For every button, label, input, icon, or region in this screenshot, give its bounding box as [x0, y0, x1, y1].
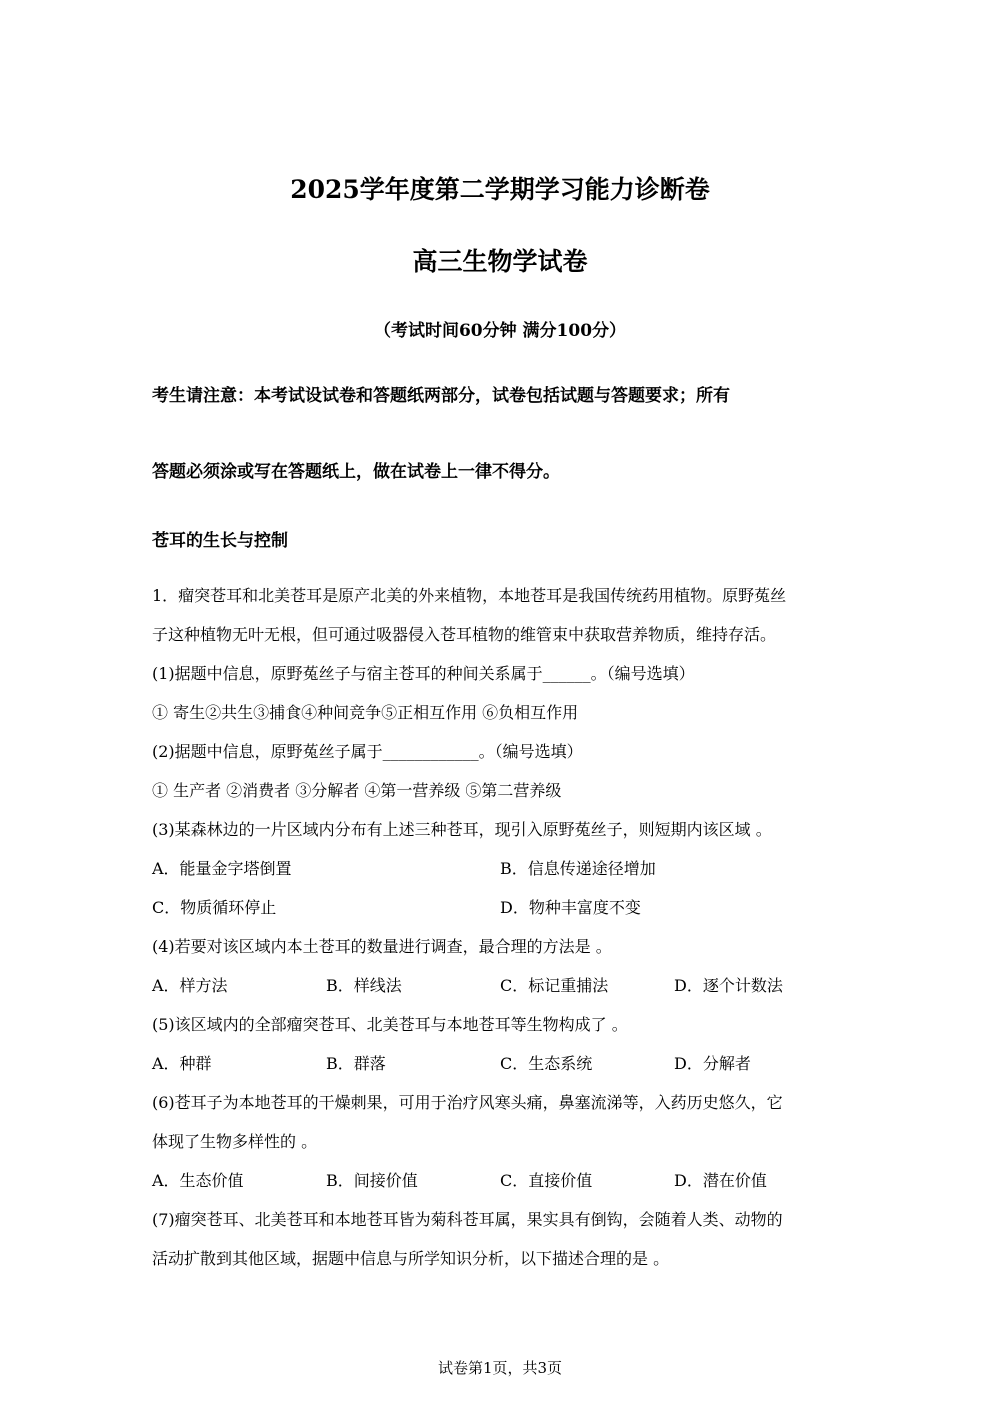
- subquestion-1: (1)据题中信息，原野菟丝子与宿主苍耳的种间关系属于______。（编号选填）: [152, 664, 695, 683]
- page-footer: 试卷第1页，共3页: [437, 1359, 563, 1377]
- section-title: 苍耳的生长与控制: [152, 531, 288, 551]
- option-a: A．样方法: [152, 976, 228, 995]
- exam-info: （考试时间60分钟 满分100分）: [373, 321, 627, 341]
- option-c: C．标记重捕法: [500, 976, 609, 995]
- option-d: D．分解者: [674, 1054, 751, 1073]
- option-a: A．生态价值: [152, 1171, 244, 1190]
- subquestion-2-options: ① 生产者 ②消费者 ③分解者 ④第一营养级 ⑤第二营养级: [152, 781, 562, 800]
- subquestion-7-line-2: 活动扩散到其他区域，据题中信息与所学知识分析，以下描述合理的是 。: [152, 1249, 670, 1268]
- exam-title: 2025学年度第二学期学习能力诊断卷: [290, 175, 710, 204]
- question-1-stem-line-2: 子这种植物无叶无根，但可通过吸器侵入苍耳植物的维管束中获取营养物质，维持存活。: [152, 625, 777, 644]
- subquestion-2: (2)据题中信息，原野菟丝子属于____________。（编号选填）: [152, 742, 583, 761]
- option-d: D．逐个计数法: [674, 976, 783, 995]
- notice-line-1: 考生请注意：本考试设试卷和答题纸两部分，试卷包括试题与答题要求；所有: [152, 386, 730, 406]
- subquestion-4: (4)若要对该区域内本土苍耳的数量进行调查，最合理的方法是 。: [152, 937, 612, 956]
- option-b: B．间接价值: [326, 1171, 418, 1190]
- subquestion-6-line-1: (6)苍耳子为本地苍耳的干燥刺果，可用于治疗风寒头痛，鼻塞流涕等，入药历史悠久，它: [152, 1093, 783, 1112]
- subquestion-3: (3)某森林边的一片区域内分布有上述三种苍耳，现引入原野菟丝子，则短期内该区域 。: [152, 820, 772, 839]
- option-b: B．群落: [326, 1054, 386, 1073]
- option-a: A．能量金字塔倒置: [152, 859, 292, 878]
- subquestion-5: (5)该区域内的全部瘤突苍耳、北美苍耳与本地苍耳等生物构成了 。: [152, 1015, 628, 1034]
- option-b: B．样线法: [326, 976, 402, 995]
- option-d: D．潜在价值: [674, 1171, 767, 1190]
- exam-subject: 高三生物学试卷: [412, 247, 588, 276]
- option-c: C．生态系统: [500, 1054, 593, 1073]
- notice-line-2: 答题必须涂或写在答题纸上，做在试卷上一律不得分。: [152, 462, 560, 482]
- subquestion-6-line-2: 体现了生物多样性的 。: [152, 1132, 318, 1151]
- subquestion-1-options: ① 寄生②共生③捕食④种间竞争⑤正相互作用 ⑥负相互作用: [152, 703, 579, 722]
- subquestion-7-line-1: (7)瘤突苍耳、北美苍耳和本地苍耳皆为菊科苍耳属，果实具有倒钩，会随着人类、动物的: [152, 1210, 783, 1229]
- option-b: B．信息传递途径增加: [500, 859, 656, 878]
- option-c: C．物质循环停止: [152, 898, 277, 917]
- question-1-stem-line-1: 1．瘤突苍耳和北美苍耳是原产北美的外来植物，本地苍耳是我国传统药用植物。原野菟丝: [152, 586, 787, 605]
- option-c: C．直接价值: [500, 1171, 593, 1190]
- option-a: A．种群: [152, 1054, 212, 1073]
- option-d: D．物种丰富度不变: [500, 898, 641, 917]
